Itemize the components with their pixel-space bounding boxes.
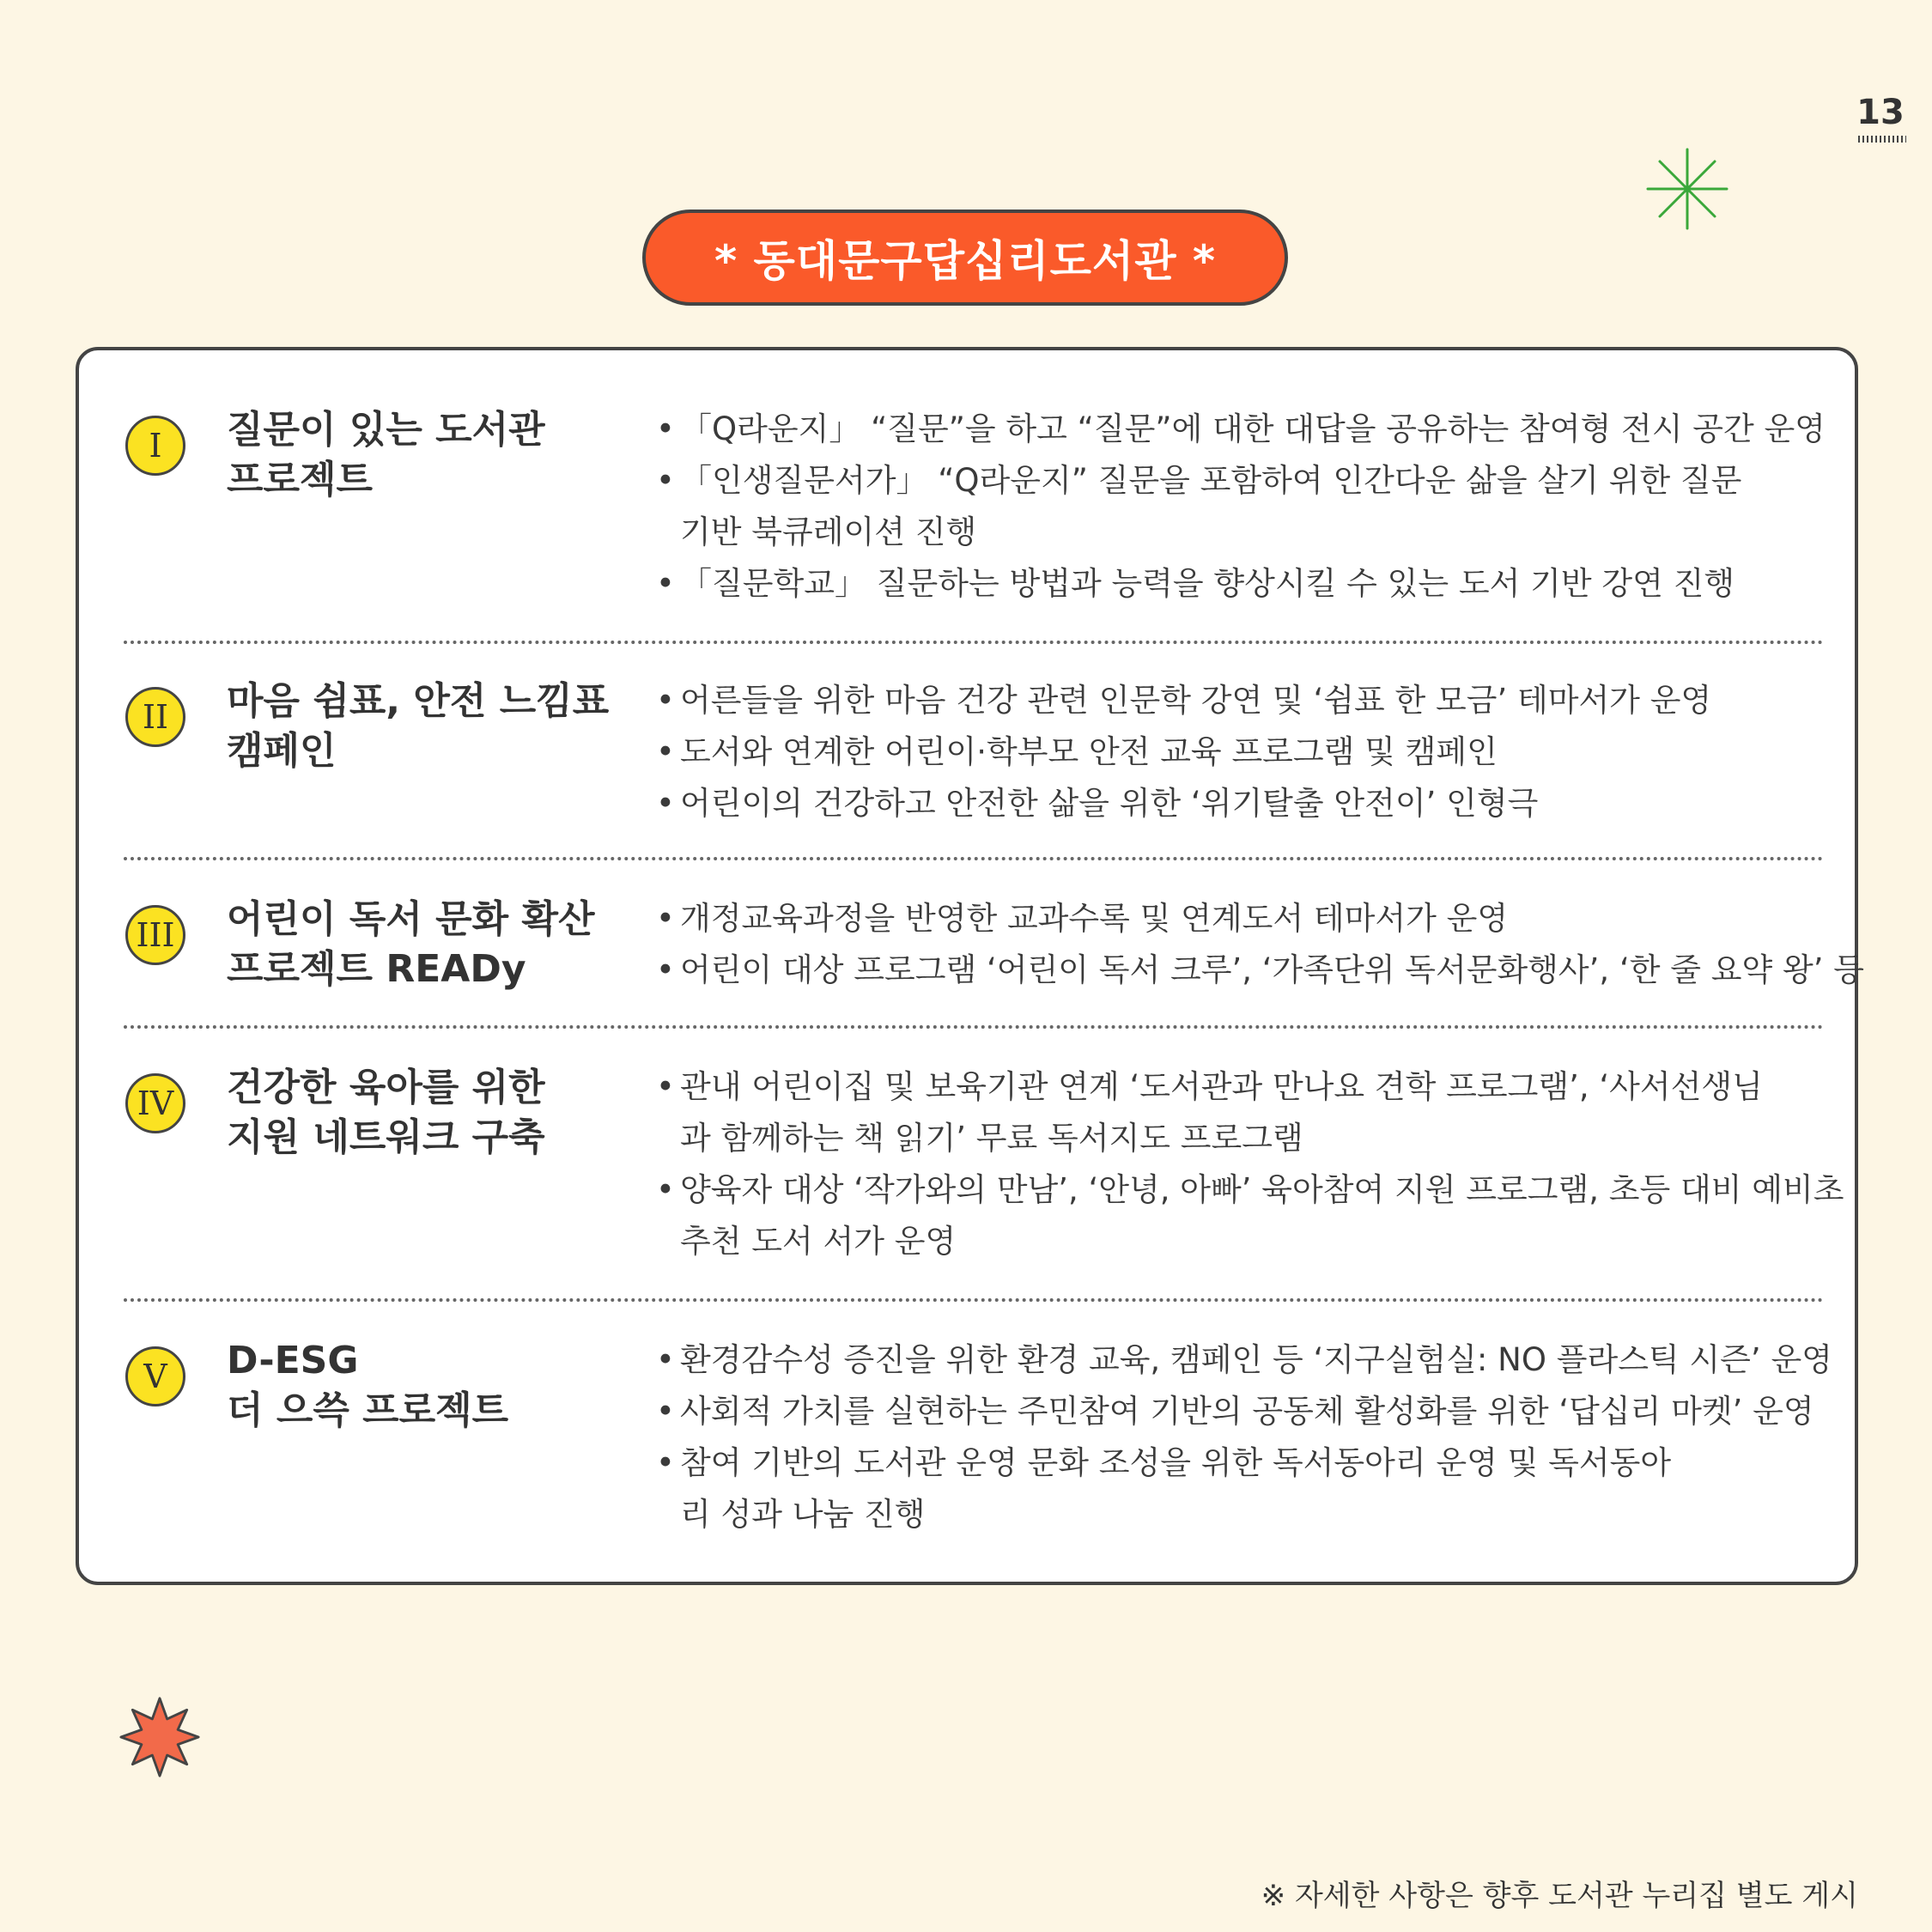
section-divider xyxy=(124,1025,1824,1029)
bullet-item: • 「질문학교」 질문하는 방법과 능력을 향상시킬 수 있는 도서 기반 강연 진행 xyxy=(656,558,1927,610)
section-divider xyxy=(124,1298,1824,1302)
section-title: 어린이 독서 문화 확산 프로젝트 READy xyxy=(227,897,595,991)
bullet-item: • 「Q라운지」 “질문”을 하고 “질문”에 대한 대답을 공유하는 참여형 전시 공간 운영 xyxy=(656,404,1927,455)
roman-numeral-badge: III xyxy=(125,905,185,965)
bullet-item: • 사회적 가치를 실현하는 주민참여 기반의 공동체 활성화를 위한 ‘답십리 마켓’ 운영 xyxy=(656,1386,1927,1437)
bullet-item: • 어린이의 건강하고 안전한 삶을 위한 ‘위기탈출 안전이’ 인형극 xyxy=(656,778,1927,829)
section-title: D-ESG 더 으쓱 프로젝트 xyxy=(227,1339,509,1432)
page-title: * 동대문구답십리도서관 * xyxy=(642,210,1288,306)
section-divider xyxy=(124,641,1824,644)
page-number-ticks xyxy=(1858,136,1906,143)
roman-numeral-badge: V xyxy=(125,1346,185,1406)
section-title: 마음 쉼표, 안전 느낌표 캠페인 xyxy=(227,679,610,773)
bullet-item: • 「인생질문서가」 “Q라운지” 질문을 포함하여 인간다운 삶을 살기 위한 질문 기반 북큐레이션 진행 xyxy=(656,455,1771,558)
page-number: 13 xyxy=(1856,93,1905,132)
bullet-item: • 참여 기반의 도서관 운영 문화 조성을 위한 독서동아리 운영 및 독서동아리 성과 나눔 진행 xyxy=(656,1437,1676,1540)
bullet-item: • 양육자 대상 ‘작가와의 만남’, ‘안녕, 아빠’ 육아참여 지원 프로그램, 초등 대비 예비초 추천 도서 서가 운영 xyxy=(656,1164,1874,1267)
bullet-item: • 개정교육과정을 반영한 교과수록 및 연계도서 테마서가 운영 xyxy=(656,893,1927,945)
section-divider xyxy=(124,857,1824,860)
roman-numeral-badge: I xyxy=(125,416,185,476)
bullet-item: • 관내 어린이집 및 보육기관 연계 ‘도서관과 만나요 견학 프로그램’, ‘사서선생님과 함께하는 책 읽기’ 무료 독서지도 프로그램 xyxy=(656,1061,1771,1164)
roman-numeral-badge: II xyxy=(125,687,185,747)
bullet-item: • 도서와 연계한 어린이·학부모 안전 교육 프로그램 및 캠페인 xyxy=(656,726,1927,778)
roman-numeral-badge: IV xyxy=(125,1073,185,1133)
bullet-item: • 환경감수성 증진을 위한 환경 교육, 캠페인 등 ‘지구실험실: NO 플라스틱 시즌’ 운영 xyxy=(656,1334,1927,1386)
program-card xyxy=(76,347,1864,1585)
burst-star-icon xyxy=(118,1696,201,1778)
bullet-item: • 어린이 대상 프로그램 ‘어린이 독서 크루’, ‘가족단위 독서문화행사’, ‘한 줄 요약 왕’ 등 xyxy=(656,945,1927,996)
section-title: 질문이 있는 도서관 프로젝트 xyxy=(227,408,545,501)
footnote: ※ 자세한 사항은 향후 도서관 누리집 별도 게시 xyxy=(1261,1879,1858,1913)
section-title: 건강한 육아를 위한 지원 네트워크 구축 xyxy=(227,1066,545,1159)
sparkle-icon xyxy=(1644,146,1730,232)
bullet-item: • 어른들을 위한 마음 건강 관련 인문학 강연 및 ‘쉼표 한 모금’ 테마서가 운영 xyxy=(656,675,1927,726)
